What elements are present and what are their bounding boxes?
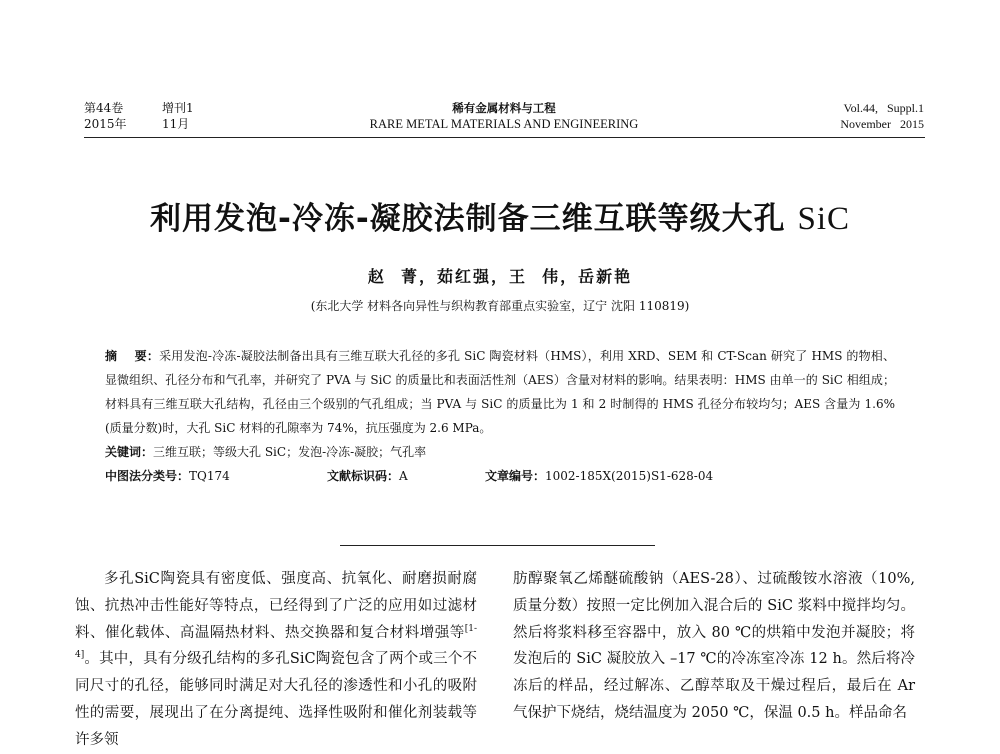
authors: 赵 菁，茹红强，王 伟，岳新艳 (367, 267, 633, 286)
journal-name-en: RARE METAL MATERIALS AND ENGINEERING (369, 117, 639, 131)
volume-info-en (840, 100, 924, 132)
month-zh: 11月 (162, 117, 190, 131)
keywords-label: 关键词： (105, 445, 154, 459)
intro-paragraph (75, 566, 477, 754)
abstract-block (105, 344, 895, 488)
issue-zh: 增刊1 (162, 101, 194, 115)
doc-code-value: A (399, 469, 408, 483)
clc-number (105, 464, 230, 488)
body-column-right (513, 566, 915, 727)
title-latin: SiC (797, 201, 851, 237)
journal-name-zh: 稀有金属材料与工程 (452, 101, 556, 115)
year-zh: 2015年 (84, 117, 127, 131)
abstract-text: 采用发泡-冷冻-凝胶法制备出具有三维互联大孔径的多孔 SiC 陶瓷材料（HMS），利用 XRD、SEM 和 CT-Scan 研究了 HMS 的物相、显微组织、孔径分布和气孔率，并研究了 PVA 与 SiC 的质量比和表面活性剂（AES）含量对材料的影响。结果表明：HMS 由单一的 SiC 相组成；材料具有三维互联大孔结构，孔径由三个级别的气孔组成；当 PVA 与 SiC 的质量比为 1 和 2 时制得的 HMS 孔径分布较均匀；AES 含量为 1.6%(质量分数)时，大孔 SiC 材料的孔隙率为 74%，抗压强度为 2.6 MPa。 (105, 349, 895, 435)
volume-zh: 第44卷 (84, 101, 124, 115)
intro-text-2: 。其中，具有分级孔结构的多孔SiC陶瓷包含了两个或三个不同尺寸的孔径，能够同时满足对大孔径的渗透性和小孔的吸附性的需要，展现出了在分离提纯、选择性吸附和催化剂装载等许多领 (75, 651, 477, 748)
volume-en: Vol.44, Suppl.1 (843, 101, 924, 115)
article-no-value: 1002-185X(2015)S1-628-04 (545, 469, 714, 483)
article-title (0, 193, 1000, 238)
journal-name (354, 100, 654, 132)
keywords-text: 三维互联；等级大孔 SiC；发泡-冷冻-凝胶；气孔率 (153, 445, 427, 459)
keywords (105, 440, 895, 464)
header-rule (84, 137, 925, 138)
method-paragraph: 肪醇聚氧乙烯醚硫酸钠（AES-28）、过硫酸铵水溶液（10%, 质量分数）按照一定比例加入混合后的 SiC 浆料中搅拌均匀。然后将浆料移至容器中，放入 80 ℃的烘箱中发泡并凝胶；将发泡后的 SiC 凝胶放入 –17 ℃的冷冻室冷冻 12 h。然后将冷冻后的样品，经过解冻、乙醇萃取及干燥过程后，最后在 Ar 气保护下烧结，烧结温度为 2050 ℃，保温 0.5 h。样品命名 (513, 571, 915, 721)
title-zh: 利用发泡-冷冻-凝胶法制备三维互联等级大孔 (149, 201, 786, 237)
article-number (485, 464, 713, 488)
classification-row (105, 464, 895, 488)
clc-value: TQ174 (189, 469, 230, 483)
citation-ref: [1-4] (75, 623, 477, 661)
abstract-label: 摘 要： (105, 349, 160, 363)
date-en: November 2015 (840, 117, 924, 131)
affiliation: (东北大学 材料各向异性与织构教育部重点实验室，辽宁 沈阳 110819) (310, 299, 690, 313)
clc-label: 中图法分类号： (105, 469, 190, 483)
intro-text-1: 多孔SiC陶瓷具有密度低、强度高、抗氧化、耐磨损耐腐蚀、抗热冲击性能好等特点，已经得到了广泛的应用如过滤材料、催化载体、高温隔热材料、热交换器和复合材料增强等 (75, 571, 477, 641)
abstract (105, 344, 895, 440)
abstract-separator (340, 545, 655, 546)
doc-code-label: 文献标识码： (327, 469, 400, 483)
running-header (84, 100, 924, 136)
document-code (327, 464, 408, 488)
body-column-left (75, 566, 477, 754)
issue-info (84, 100, 194, 132)
article-no-label: 文章编号： (485, 469, 546, 483)
